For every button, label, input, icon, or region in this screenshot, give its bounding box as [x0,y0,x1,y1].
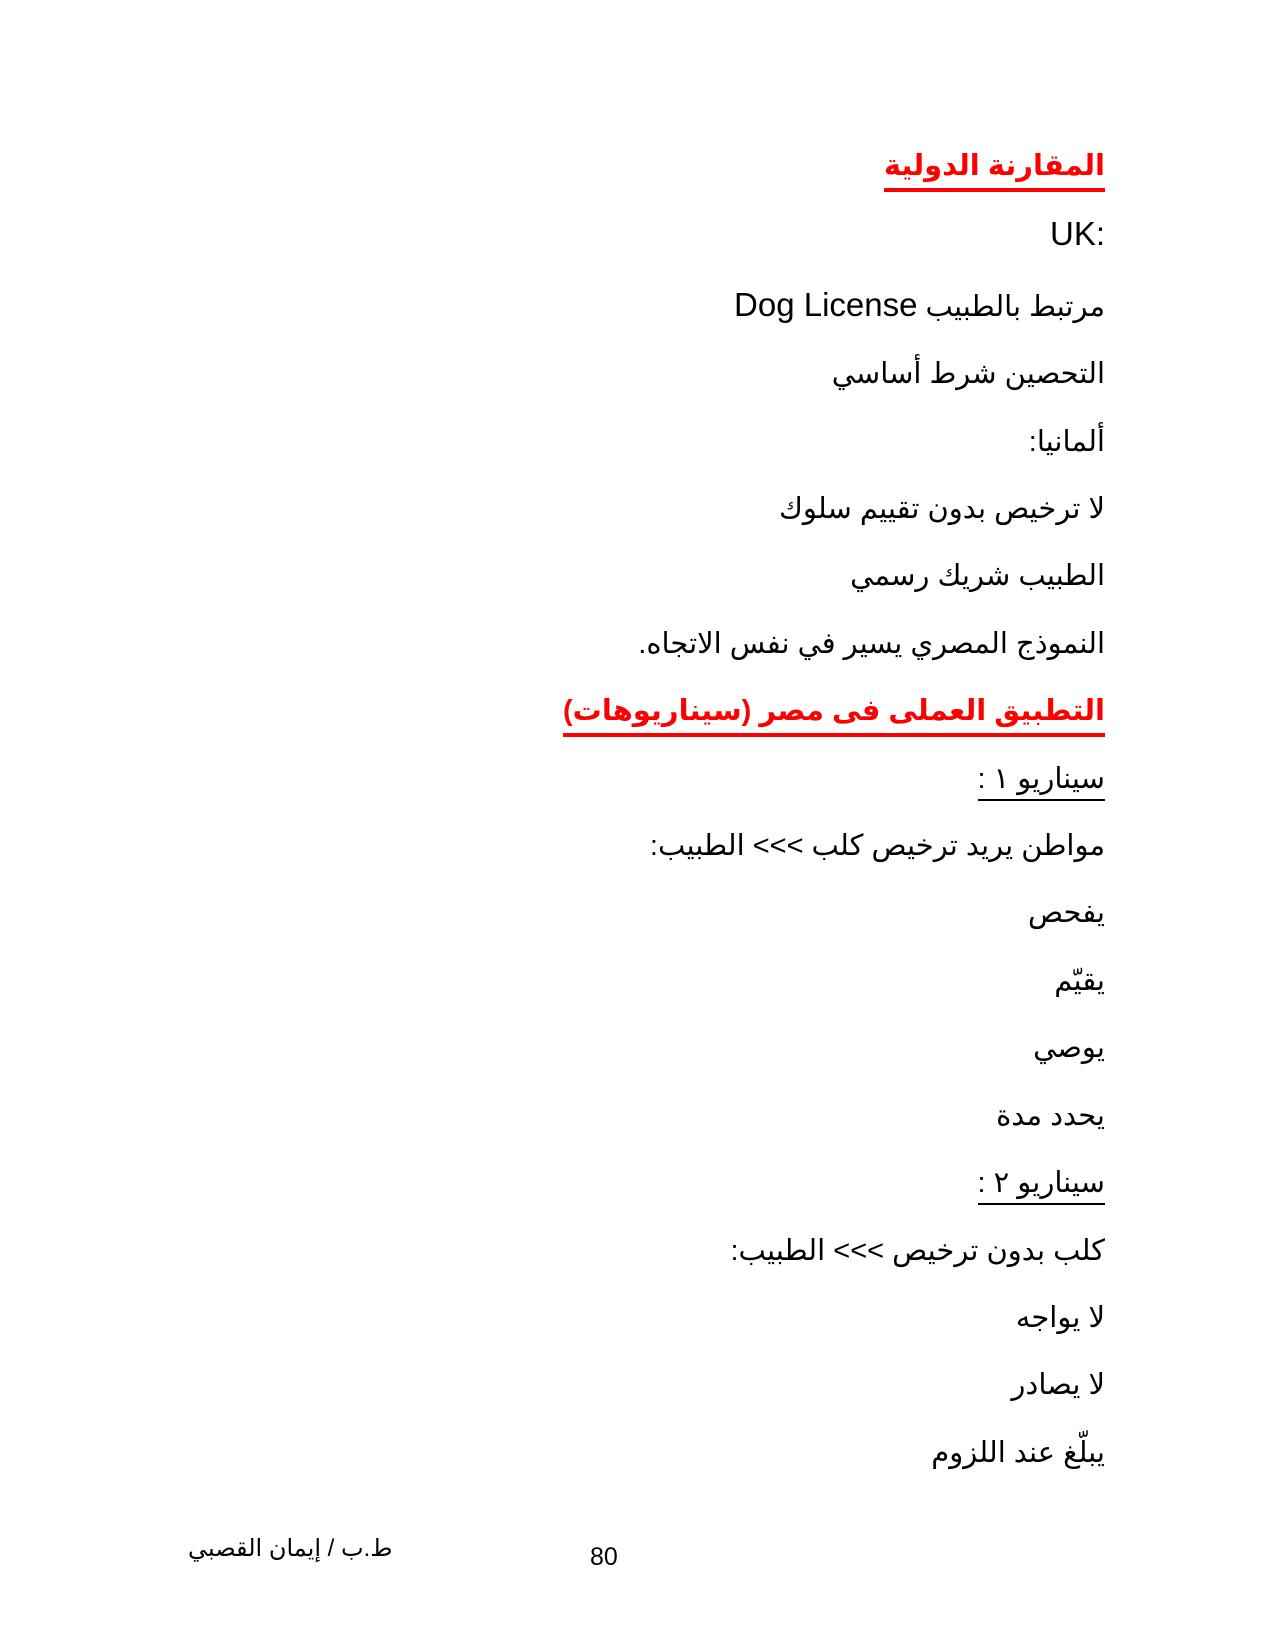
line-heading-practical-application [150,678,1105,745]
line-scenario-2 [150,1150,1105,1217]
footer-author: ط.ب / إيمان القصبي [188,1535,393,1562]
line-scenario-1-description: مواطن يريد ترخيص كلب >>> الطبيب: [649,830,1105,863]
line-vet-official-partner: الطبيب شريك رسمي [850,560,1105,593]
line-evaluates: يقيّم [1054,964,1105,997]
line-scenario-1 [150,746,1105,813]
heading-practical-application: التطبيق العملى فى مصر (سيناريوهات) [563,695,1105,737]
line-no-confrontation: لا يواجه [1015,1301,1105,1334]
scenario-1-label: سيناريو ١ : [978,763,1105,801]
line-recommends: يوصي [1033,1032,1105,1065]
line-egyptian-model: النموذج المصري يسير في نفس الاتجاه. [638,627,1105,660]
line-report-when-needed: يبلّغ عند اللزوم [931,1436,1105,1469]
footer-page-number: 80 [590,1543,618,1571]
document-body [150,133,1105,1487]
line-uk [150,200,1105,270]
scenario-2-label: سيناريو ٢ : [978,1167,1105,1205]
heading-international-comparison: المقارنة الدولية [884,150,1105,192]
line-no-license-without-behavior-assessment: لا ترخيص بدون تقييم سلوك [779,493,1105,526]
line-examines: يفحص [1028,897,1105,930]
line-vaccination-requirement: التحصين شرط أساسي [831,358,1105,391]
line-scenario-2-description: كلب بدون ترخيص >>> الطبيب: [730,1234,1105,1267]
dog-license-arabic-text: مرتبط بالطبيب [925,290,1105,323]
uk-label: UK: [1049,215,1105,253]
line-no-confiscation: لا يصادر [1011,1369,1105,1402]
line-sets-duration: يحدد مدة [996,1099,1105,1132]
dog-license-english-text: Dog License [734,285,918,323]
line-dog-license [150,271,1105,341]
line-germany: ألمانيا: [1028,425,1105,458]
line-heading-international-comparison [150,133,1105,200]
